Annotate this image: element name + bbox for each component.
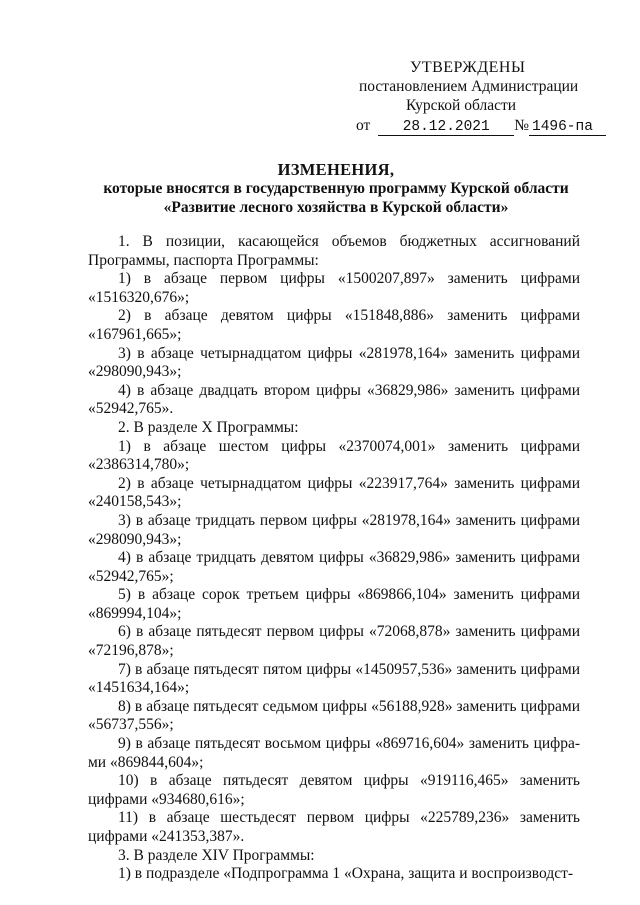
approval-title: УТВЕРЖДЕНЫ	[410, 59, 526, 76]
paragraph: 5) в абзаце сорок третьем цифры «869866,104» заменить цифрами «869994,104»;	[88, 586, 580, 622]
paragraph: 4) в абзаце тридцать девятом цифры «36829,986» заменить цифрами «52942,765»;	[88, 549, 580, 585]
document-heading	[40, 160, 632, 217]
paragraph: 1) в подразделе «Подпрограмма 1 «Охрана, защита и воспроизводст-	[118, 865, 574, 883]
paragraph: 11) в абзаце шестьдесят первом цифры «225789,236» заменить цифрами «241353,387».	[88, 809, 580, 845]
approval-region: Курской области	[406, 97, 517, 114]
approval-date-row	[356, 116, 596, 136]
paragraph: 3. В разделе XIV Программы:	[118, 846, 315, 864]
paragraph: 2. В разделе X Программы:	[118, 418, 299, 436]
approval-stamp	[356, 58, 596, 136]
heading-subtitle: которые вносятся в государственную программу Курской области	[103, 180, 569, 197]
approval-date: 28.12.2021	[378, 119, 514, 136]
paragraph: 8) в абзаце пятьдесят седьмом цифры «56188,928» заменить цифрами «56737,556»;	[88, 697, 580, 734]
paragraph: 10) в абзаце пятьдесят девятом цифры «919116,465» заменить цифрами «934680,616»;	[88, 772, 580, 808]
paragraph: 3) в абзаце тридцать первом цифры «281978,164» заменить цифрами «298090,943»;	[88, 511, 580, 548]
number-prefix: №	[514, 117, 529, 134]
heading-title: ИЗМЕНЕНИЯ,	[277, 160, 395, 179]
paragraph: 2) в абзаце четырнадцатом цифры «223917,764» заменить цифрами «240158,543»;	[88, 474, 580, 511]
heading-program-name: «Развитие лесного хозяйства в Курской области»	[163, 199, 509, 216]
paragraph: 7) в абзаце пятьдесят пятом цифры «1450957,536» заменить цифрами «1451634,164»;	[88, 660, 580, 697]
approval-issuer: постановлением Администрации	[359, 78, 579, 95]
paragraph: 2) в абзаце девятом цифры «151848,886» заменить цифрами «167961,665»;	[88, 307, 580, 343]
paragraph: 4) в абзаце двадцать втором цифры «36829,986» заменить цифрами «52942,765».	[88, 381, 580, 418]
document-body	[88, 233, 580, 884]
date-prefix: от	[356, 117, 371, 134]
approval-number: 1496-па	[529, 119, 606, 136]
paragraph: 1) в абзаце шестом цифры «2370074,001» заменить цифрами «2386314,780»;	[88, 437, 580, 474]
paragraph: 1. В позиции, касающейся объемов бюджетных ассигнований Программы, паспорта Программы:	[88, 233, 580, 269]
paragraph: 9) в абзаце пятьдесят восьмом цифры «869716,604» заменить цифра-ми «869844,604»;	[88, 735, 580, 771]
paragraph: 3) в абзаце четырнадцатом цифры «281978,164» заменить цифрами «298090,943»;	[88, 344, 580, 381]
paragraph: 1) в абзаце первом цифры «1500207,897» заменить цифрами «1516320,676»;	[88, 270, 580, 306]
paragraph: 6) в абзаце пятьдесят первом цифры «72068,878» заменить цифрами «72196,878»;	[88, 623, 580, 660]
